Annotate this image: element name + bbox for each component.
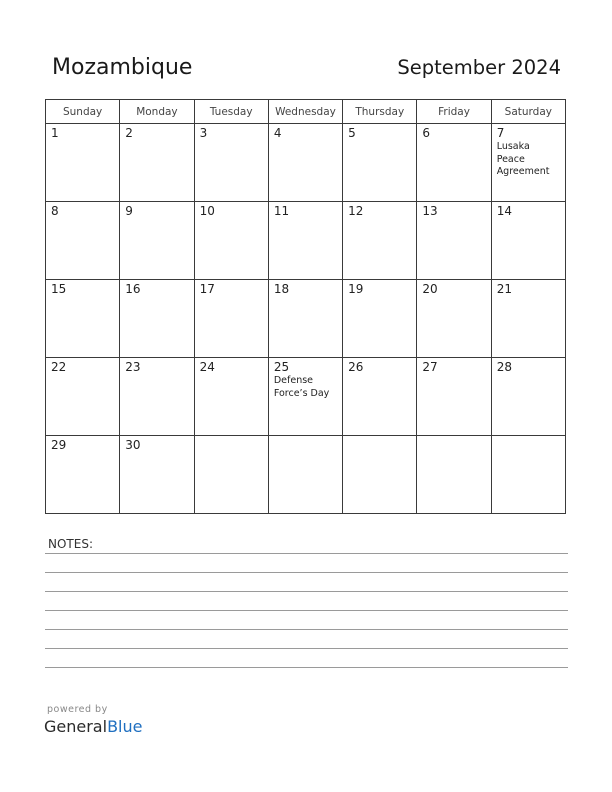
day-cell bbox=[120, 280, 194, 358]
weekday-header: Sunday bbox=[46, 100, 120, 124]
day-cell bbox=[491, 124, 565, 202]
day-cell bbox=[491, 358, 565, 436]
week-row bbox=[46, 436, 566, 514]
weekday-header: Monday bbox=[120, 100, 194, 124]
day-number: 18 bbox=[273, 282, 290, 296]
day-number: 27 bbox=[422, 360, 438, 374]
week-row bbox=[46, 124, 566, 202]
day-number: 9 bbox=[125, 204, 133, 218]
week-row bbox=[46, 280, 566, 358]
day-number: 13 bbox=[422, 204, 438, 218]
brand-blue-text: Blue bbox=[107, 717, 143, 736]
holiday-label: Lusaka Peace Agreement bbox=[496, 141, 550, 177]
day-cell bbox=[417, 124, 491, 202]
day-cell bbox=[194, 358, 268, 436]
day-cell bbox=[46, 436, 120, 514]
day-cell bbox=[194, 202, 268, 280]
calendar-grid bbox=[45, 99, 566, 514]
day-number: 5 bbox=[348, 126, 356, 140]
country-title: Mozambique bbox=[52, 55, 193, 80]
day-cell bbox=[194, 436, 268, 514]
day-cell bbox=[46, 124, 120, 202]
day-number: 11 bbox=[273, 204, 290, 218]
day-number: 26 bbox=[348, 360, 364, 374]
day-cell bbox=[120, 436, 194, 514]
day-number: 29 bbox=[51, 438, 67, 452]
weekday-header: Saturday bbox=[491, 100, 565, 124]
day-cell bbox=[268, 358, 342, 436]
day-cell bbox=[120, 124, 194, 202]
day-cell bbox=[120, 202, 194, 280]
weekday-header-row bbox=[46, 100, 566, 124]
day-cell bbox=[491, 280, 565, 358]
note-line bbox=[45, 572, 568, 573]
day-number: 7 bbox=[496, 126, 505, 140]
day-number: 2 bbox=[125, 126, 133, 140]
day-cell bbox=[417, 436, 491, 514]
day-number: 17 bbox=[199, 282, 215, 296]
day-cell bbox=[46, 202, 120, 280]
day-number: 4 bbox=[273, 126, 282, 140]
day-number: 24 bbox=[199, 360, 215, 374]
notes-lines bbox=[45, 553, 568, 686]
weekday-header: Wednesday bbox=[268, 100, 342, 124]
brand-general-text: General bbox=[44, 717, 108, 736]
day-cell bbox=[46, 280, 120, 358]
powered-by-text: powered by bbox=[47, 704, 108, 715]
brand-footer bbox=[44, 704, 142, 736]
day-cell bbox=[417, 202, 491, 280]
day-number: 1 bbox=[51, 126, 59, 140]
day-cell bbox=[120, 358, 194, 436]
weekday-header: Tuesday bbox=[194, 100, 268, 124]
brand-logo bbox=[44, 717, 142, 736]
day-cell bbox=[268, 124, 342, 202]
day-cell bbox=[343, 358, 417, 436]
day-cell bbox=[343, 280, 417, 358]
day-number: 21 bbox=[496, 282, 512, 296]
week-row bbox=[46, 358, 566, 436]
day-number: 12 bbox=[348, 204, 364, 218]
day-cell bbox=[343, 202, 417, 280]
day-cell bbox=[417, 280, 491, 358]
day-number: 23 bbox=[125, 360, 141, 374]
day-number: 22 bbox=[51, 360, 67, 374]
day-number: 3 bbox=[199, 126, 208, 140]
day-number: 28 bbox=[496, 360, 512, 374]
day-cell bbox=[46, 358, 120, 436]
week-row bbox=[46, 202, 566, 280]
notes-label: NOTES: bbox=[48, 537, 93, 551]
day-number: 19 bbox=[348, 282, 364, 296]
day-number: 15 bbox=[51, 282, 67, 296]
note-line bbox=[45, 591, 568, 592]
day-cell bbox=[491, 202, 565, 280]
day-cell bbox=[268, 280, 342, 358]
note-line bbox=[45, 553, 568, 554]
day-number: 6 bbox=[422, 126, 431, 140]
day-number: 30 bbox=[125, 438, 141, 452]
day-number: 20 bbox=[422, 282, 438, 296]
weekday-header: Thursday bbox=[343, 100, 417, 124]
day-number: 10 bbox=[199, 204, 215, 218]
day-cell bbox=[194, 280, 268, 358]
day-cell bbox=[491, 436, 565, 514]
day-number: 16 bbox=[125, 282, 141, 296]
day-cell bbox=[268, 202, 342, 280]
day-number: 14 bbox=[496, 204, 512, 218]
day-cell bbox=[194, 124, 268, 202]
day-cell bbox=[268, 436, 342, 514]
day-number: 8 bbox=[51, 204, 59, 218]
note-line bbox=[45, 667, 568, 668]
day-cell bbox=[343, 124, 417, 202]
day-cell bbox=[417, 358, 491, 436]
weekday-header: Friday bbox=[417, 100, 491, 124]
day-number: 25 bbox=[273, 360, 290, 374]
note-line bbox=[45, 629, 568, 630]
month-title: September 2024 bbox=[397, 56, 561, 79]
note-line bbox=[45, 610, 568, 611]
note-line bbox=[45, 648, 568, 649]
holiday-label: Defense Force’s Day bbox=[273, 375, 330, 399]
day-cell bbox=[343, 436, 417, 514]
